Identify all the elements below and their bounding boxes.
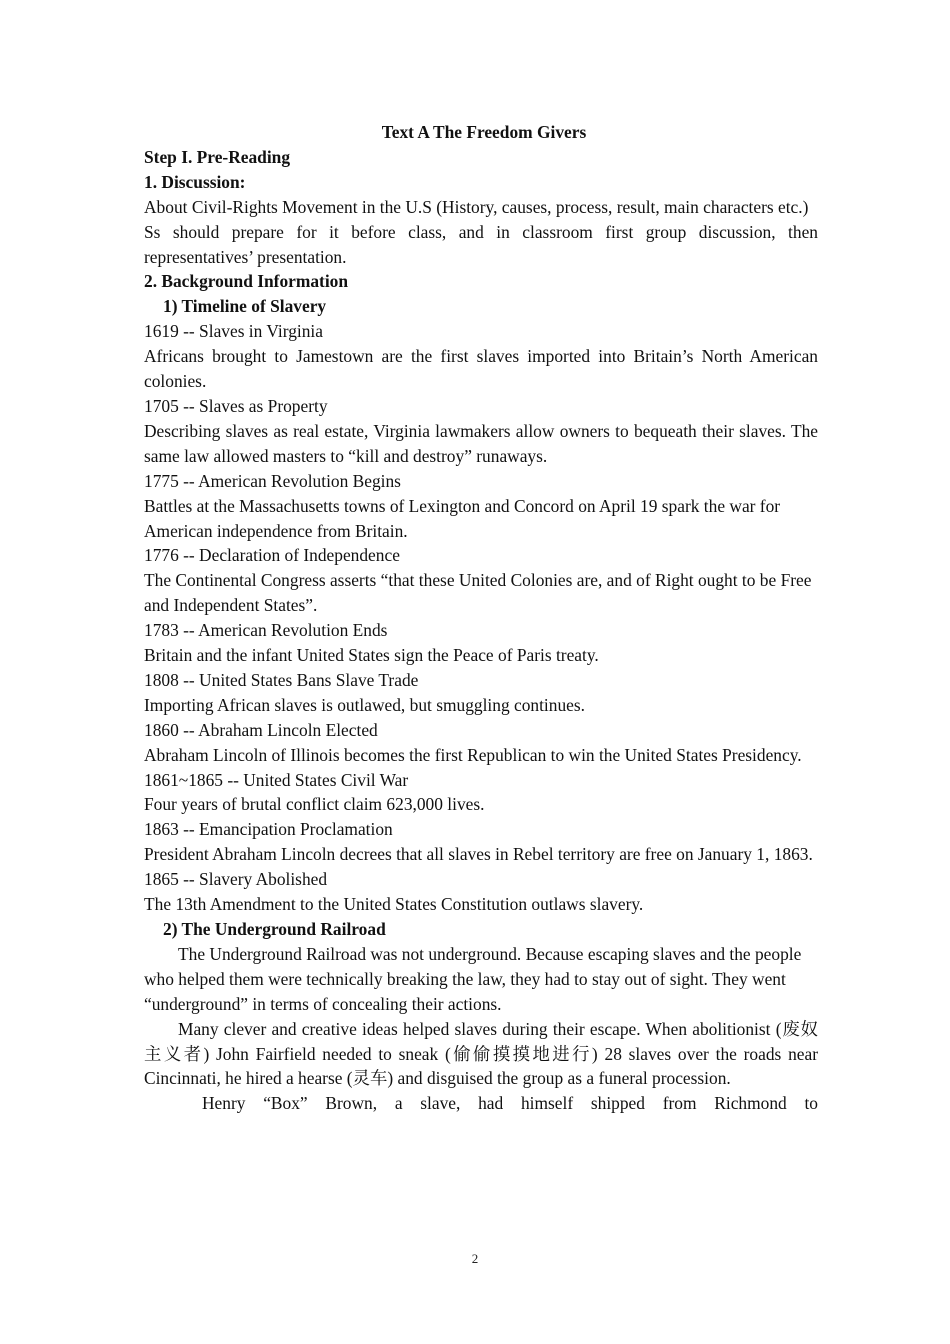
- timeline-description: Battles at the Massachusetts towns of Lexington and Concord on April 19 spark the war for American independence from Britain.: [144, 495, 781, 541]
- timeline-description: Abraham Lincoln of Illinois becomes the first Republican to win the United States Presidency.: [144, 744, 802, 765]
- timeline-heading: 1) Timeline of Slavery: [163, 296, 327, 317]
- timeline-description: Africans brought to Jamestown are the first slaves imported into Britain’s North American colonies.: [144, 346, 818, 392]
- step-heading: Step I. Pre-Reading: [144, 146, 291, 167]
- timeline-event: 1775 -- American Revolution Begins: [144, 470, 401, 491]
- document-page: [144, 120, 818, 1116]
- page-number: 2: [471, 1251, 479, 1266]
- timeline-event: 1705 -- Slaves as Property: [144, 395, 328, 416]
- railroad-paragraph: The Underground Railroad was not underground. Because escaping slaves and the people who helped them were technically breaking the law, they had to stay out of sight. They went “underground” in terms of concealing their actions.: [144, 943, 802, 1014]
- discussion-heading: 1. Discussion:: [144, 171, 246, 192]
- discussion-paragraph: About Civil-Rights Movement in the U.S (History, causes, process, result, main characters etc.): [144, 196, 809, 217]
- timeline-description: The Continental Congress asserts “that these United Colonies are, and of Right ought to be Free and Independent States”.: [144, 570, 812, 616]
- timeline-description: Britain and the infant United States sign the Peace of Paris treaty.: [144, 645, 599, 666]
- timeline-description: Describing slaves as real estate, Virginia lawmakers allow owners to bequeath their slaves. The same law allowed masters to “kill and destroy” runaways.: [144, 420, 818, 466]
- timeline-event: 1619 -- Slaves in Virginia: [144, 321, 323, 342]
- railroad-heading: 2) The Underground Railroad: [163, 919, 386, 939]
- timeline-list: [144, 319, 818, 917]
- timeline-event: 1863 -- Emancipation Proclamation: [144, 819, 393, 840]
- timeline-event: 1776 -- Declaration of Independence: [144, 545, 400, 566]
- railroad-paragraph: Henry “Box” Brown, a slave, had himself shipped from Richmond to: [202, 1093, 818, 1114]
- timeline-description: Importing African slaves is outlawed, but smuggling continues.: [144, 694, 585, 715]
- discussion-paragraph: Ss should prepare for it before class, and in classroom first group discussion, then representatives’ presentation.: [144, 221, 818, 267]
- timeline-event: 1865 -- Slavery Abolished: [144, 869, 328, 890]
- timeline-description: President Abraham Lincoln decrees that all slaves in Rebel territory are free on January 1, 1863.: [144, 844, 813, 865]
- timeline-description: Four years of brutal conflict claim 623,000 lives.: [144, 794, 485, 815]
- timeline-event: 1861~1865 -- United States Civil War: [144, 769, 409, 790]
- background-heading: 2. Background Information: [144, 271, 349, 292]
- document-title: Text A The Freedom Givers: [381, 122, 587, 142]
- timeline-event: 1783 -- American Revolution Ends: [144, 620, 388, 641]
- timeline-event: 1860 -- Abraham Lincoln Elected: [144, 719, 378, 740]
- timeline-description: The 13th Amendment to the United States Constitution outlaws slavery.: [144, 894, 644, 915]
- railroad-paragraph: Many clever and creative ideas helped slaves during their escape. When abolitionist (废奴主义者) John Fairfield needed to sneak (偷偷摸摸地进行) 28 slaves over the roads near Cincinnati, he hired a hearse (灵车) and disguised the group as a funeral procession.: [144, 1018, 818, 1089]
- timeline-event: 1808 -- United States Bans Slave Trade: [144, 669, 419, 690]
